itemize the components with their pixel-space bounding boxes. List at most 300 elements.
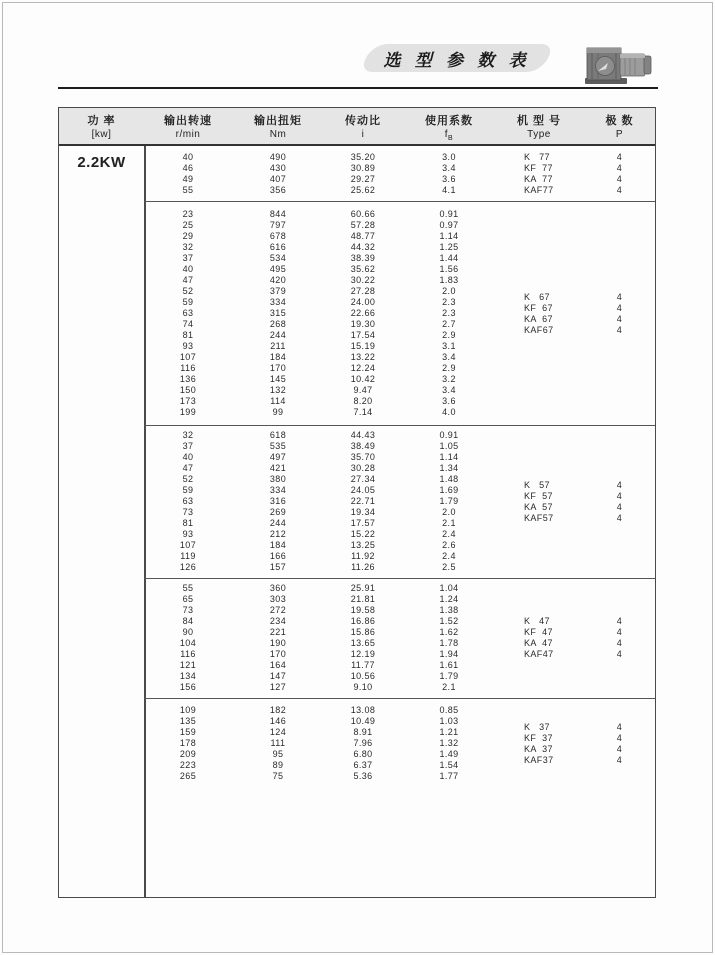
model-type-cell: KA 57 xyxy=(524,501,553,512)
selection-parameter-table xyxy=(58,107,656,898)
column-unit: Nm xyxy=(269,129,287,140)
factor-cell: 1.34 xyxy=(439,463,459,473)
torque-cell: 114 xyxy=(270,396,286,406)
speed-cell: 223 xyxy=(179,760,197,770)
ratio-cell: 22.66 xyxy=(350,308,376,318)
ratio-cell: 48.77 xyxy=(350,231,376,241)
torque-cell: 184 xyxy=(269,540,287,550)
model-type-cell: KF 67 xyxy=(524,302,553,313)
model-type-cell: KA 67 xyxy=(524,313,553,324)
model-type-cell: K 37 xyxy=(524,721,550,732)
torque-cell: 678 xyxy=(269,231,287,241)
poles-cell: 4 xyxy=(616,721,623,732)
poles-cell: 4 xyxy=(616,638,623,648)
torque-cell: 170 xyxy=(269,363,287,373)
torque-cell: 407 xyxy=(269,174,287,184)
torque-cell: 420 xyxy=(269,275,287,285)
speed-cell: 265 xyxy=(179,771,197,781)
factor-cell: 1.05 xyxy=(439,441,459,451)
model-line xyxy=(496,733,657,744)
column-label: 输出转速 xyxy=(164,115,212,127)
ratio-cell: 60.66 xyxy=(350,209,376,219)
model-type-cell: KA 77 xyxy=(524,174,553,184)
torque-cell: 618 xyxy=(269,430,287,440)
model-type-block xyxy=(496,430,657,573)
speed-cell: 84 xyxy=(182,616,194,626)
model-line xyxy=(496,303,657,314)
torque-cell: 334 xyxy=(269,297,287,307)
torque-cell: 166 xyxy=(269,551,287,561)
model-type-cell: KF 47 xyxy=(524,627,553,637)
table-group xyxy=(59,698,655,897)
torque-cell: 182 xyxy=(269,705,287,715)
speed-cell: 178 xyxy=(179,738,197,748)
model-line xyxy=(496,174,657,185)
column-unit: [kw] xyxy=(91,129,112,140)
poles-cell: 4 xyxy=(616,501,623,512)
factor-cell: 1.52 xyxy=(439,616,459,626)
torque-cell: 495 xyxy=(269,264,287,274)
factor-cell: 3.1 xyxy=(442,341,456,351)
factor-cell: 2.1 xyxy=(442,518,456,528)
ratio-cell: 44.32 xyxy=(350,242,376,252)
ratio-cell: 30.22 xyxy=(350,275,376,285)
speed-cell: 81 xyxy=(182,518,194,528)
ratio-cell: 24.05 xyxy=(350,485,376,495)
ratio-cell: 11.26 xyxy=(351,562,375,572)
ratio-cell: 5.36 xyxy=(353,771,373,781)
poles-cell: 4 xyxy=(616,479,623,490)
speed-cell: 93 xyxy=(182,529,194,539)
factor-cell: 1.21 xyxy=(439,727,459,737)
ratio-cell: 17.57 xyxy=(350,518,376,528)
factor-cell: 0.91 xyxy=(439,430,459,440)
speed-cell: 65 xyxy=(182,594,194,604)
ratio-cell: 10.56 xyxy=(350,671,376,681)
factor-cell: 1.78 xyxy=(439,638,459,648)
ratio-cell: 8.20 xyxy=(353,396,373,406)
poles-cell: 4 xyxy=(616,163,623,173)
model-line xyxy=(496,513,657,524)
factor-cell: 1.56 xyxy=(439,264,459,274)
group-separator-line xyxy=(144,578,655,579)
ratio-cell: 13.22 xyxy=(350,352,376,362)
model-line xyxy=(496,722,657,733)
model-type-cell: K 67 xyxy=(524,291,550,302)
group-separator-line xyxy=(144,201,655,202)
model-line xyxy=(496,616,657,627)
poles-cell: 4 xyxy=(616,754,623,765)
factor-cell: 3.4 xyxy=(442,163,456,173)
factor-cell: 4.1 xyxy=(442,185,456,195)
speed-cell: 52 xyxy=(182,474,194,484)
speed-cell: 109 xyxy=(179,705,197,715)
speed-cell: 135 xyxy=(179,716,197,726)
ratio-cell: 35.20 xyxy=(350,152,376,162)
speed-cell: 25 xyxy=(182,220,194,230)
ratio-cell: 38.39 xyxy=(350,253,376,263)
factor-cell: 1.79 xyxy=(439,671,459,681)
poles-cell: 4 xyxy=(616,627,623,637)
ratio-cell: 13.08 xyxy=(350,705,376,715)
ratio-cell: 19.34 xyxy=(350,507,376,517)
poles-cell: 4 xyxy=(616,616,623,626)
ratio-cell: 6.80 xyxy=(353,749,373,759)
model-type-cell: K 77 xyxy=(524,152,550,162)
speed-cell: 74 xyxy=(182,319,194,329)
speed-cell: 46 xyxy=(182,163,194,173)
column-header-type xyxy=(496,108,582,145)
column-header-ratio xyxy=(324,108,402,145)
poles-cell: 4 xyxy=(616,291,623,302)
model-type-cell: KAF77 xyxy=(524,185,554,195)
ratio-cell: 11.77 xyxy=(351,660,375,670)
ratio-cell: 8.91 xyxy=(353,727,373,737)
group-rows xyxy=(144,583,657,693)
torque-cell: 127 xyxy=(269,682,287,692)
torque-cell: 234 xyxy=(269,616,287,626)
ratio-cell: 21.81 xyxy=(350,594,376,604)
column-header-service-factor xyxy=(402,108,496,145)
group-separator-line xyxy=(144,698,655,699)
model-type-cell: KF 57 xyxy=(524,490,553,501)
speed-cell: 32 xyxy=(182,242,194,252)
table-header-row xyxy=(59,108,655,146)
torque-cell: 75 xyxy=(272,771,284,781)
column-header-speed xyxy=(144,108,232,145)
table-group xyxy=(59,578,655,698)
model-line xyxy=(496,314,657,325)
torque-cell: 146 xyxy=(269,716,287,726)
speed-cell: 104 xyxy=(179,638,197,648)
gearmotor-photo-icon xyxy=(583,41,655,89)
ratio-cell: 30.28 xyxy=(350,463,376,473)
factor-cell: 3.0 xyxy=(442,152,456,162)
model-line xyxy=(496,755,657,766)
ratio-cell: 30.89 xyxy=(350,163,376,173)
model-type-block xyxy=(496,209,657,418)
ratio-cell: 13.65 xyxy=(350,638,376,648)
factor-cell: 2.1 xyxy=(442,682,456,692)
poles-cell: 4 xyxy=(616,174,623,184)
ratio-cell: 57.28 xyxy=(350,220,376,230)
column-label: 使用系数 xyxy=(425,115,473,127)
speed-cell: 107 xyxy=(179,352,197,362)
model-type-cell: KAF47 xyxy=(524,649,554,659)
ratio-cell: 6.37 xyxy=(353,760,373,770)
table-group xyxy=(59,425,655,578)
torque-cell: 170 xyxy=(269,649,287,659)
speed-cell: 29 xyxy=(182,231,194,241)
factor-cell: 2.4 xyxy=(442,551,456,561)
model-type-cell: KAF67 xyxy=(524,324,554,335)
model-line xyxy=(496,163,657,174)
torque-cell: 99 xyxy=(272,407,284,417)
speed-cell: 119 xyxy=(180,551,196,561)
ratio-cell: 25.62 xyxy=(350,185,376,195)
ratio-cell: 22.71 xyxy=(350,496,376,506)
model-type-cell: KAF57 xyxy=(524,512,554,523)
column-label: 传动比 xyxy=(345,115,381,127)
group-rows xyxy=(144,705,657,782)
torque-cell: 844 xyxy=(269,209,287,219)
factor-cell: 1.94 xyxy=(439,649,459,659)
ratio-cell: 12.24 xyxy=(350,363,376,373)
speed-cell: 52 xyxy=(182,286,194,296)
poles-cell: 4 xyxy=(616,302,623,313)
ratio-cell: 25.91 xyxy=(350,583,376,593)
speed-cell: 63 xyxy=(182,496,194,506)
factor-cell: 2.5 xyxy=(442,562,456,572)
ratio-cell: 15.22 xyxy=(350,529,376,539)
factor-cell: 3.6 xyxy=(442,174,456,184)
torque-cell: 269 xyxy=(269,507,287,517)
torque-cell: 360 xyxy=(269,583,287,593)
column-label: 功 率 xyxy=(87,115,116,127)
poles-cell: 4 xyxy=(616,313,623,324)
factor-cell: 1.04 xyxy=(439,583,459,593)
table-group xyxy=(59,146,655,201)
page-title: 选 型 参 数 表 xyxy=(383,51,531,70)
speed-cell: 159 xyxy=(179,727,197,737)
speed-cell: 126 xyxy=(179,562,197,572)
torque-cell: 535 xyxy=(269,441,287,451)
speed-cell: 107 xyxy=(179,540,197,550)
column-label: 机 型 号 xyxy=(516,115,562,127)
speed-cell: 47 xyxy=(182,463,194,473)
column-header-power xyxy=(59,108,144,144)
factor-cell: 1.14 xyxy=(439,452,459,462)
factor-cell: 3.4 xyxy=(442,385,456,395)
speed-cell: 173 xyxy=(179,396,197,406)
ratio-cell: 12.19 xyxy=(350,649,376,659)
model-line xyxy=(496,292,657,303)
torque-cell: 430 xyxy=(269,163,287,173)
torque-cell: 534 xyxy=(269,253,287,263)
column-unit: r/min xyxy=(175,129,201,140)
ratio-cell: 35.62 xyxy=(350,264,376,274)
torque-cell: 616 xyxy=(269,242,287,252)
poles-cell: 4 xyxy=(616,185,623,195)
speed-cell: 199 xyxy=(179,407,197,417)
torque-cell: 497 xyxy=(269,452,287,462)
factor-cell: 2.6 xyxy=(442,540,456,550)
factor-cell: 1.77 xyxy=(439,771,459,781)
torque-cell: 268 xyxy=(269,319,287,329)
torque-cell: 211 xyxy=(270,341,286,351)
ratio-cell: 19.30 xyxy=(350,319,376,329)
model-type-block xyxy=(496,152,657,196)
torque-cell: 380 xyxy=(269,474,287,484)
model-type-block xyxy=(496,705,657,782)
model-line xyxy=(496,649,657,660)
speed-cell: 55 xyxy=(182,583,194,593)
poles-cell: 4 xyxy=(616,490,623,501)
model-line xyxy=(496,744,657,755)
column-label: 输出扭矩 xyxy=(254,115,302,127)
speed-cell: 73 xyxy=(182,605,194,615)
factor-cell: 2.0 xyxy=(442,507,456,517)
factor-cell: 4.0 xyxy=(442,407,456,417)
factor-cell: 1.44 xyxy=(439,253,459,263)
speed-cell: 59 xyxy=(182,297,194,307)
torque-cell: 124 xyxy=(269,727,287,737)
factor-cell: 2.9 xyxy=(442,363,456,373)
factor-cell: 1.03 xyxy=(439,716,459,726)
column-headers xyxy=(144,108,657,144)
factor-cell: 2.0 xyxy=(442,286,456,296)
model-type-cell: K 57 xyxy=(524,479,550,490)
factor-cell: 1.24 xyxy=(439,594,459,604)
torque-cell: 212 xyxy=(269,529,287,539)
poles-cell: 4 xyxy=(616,743,623,754)
torque-cell: 379 xyxy=(269,286,287,296)
column-unit: P xyxy=(615,129,624,140)
factor-cell: 1.14 xyxy=(439,231,459,241)
factor-cell: 1.38 xyxy=(439,605,459,615)
torque-cell: 145 xyxy=(269,374,287,384)
ratio-cell: 9.10 xyxy=(353,682,373,692)
factor-cell: 1.32 xyxy=(439,738,459,748)
torque-cell: 356 xyxy=(269,185,287,195)
factor-cell: 3.6 xyxy=(442,396,456,406)
factor-cell: 1.83 xyxy=(439,275,459,285)
speed-cell: 116 xyxy=(180,649,196,659)
column-label: 极 数 xyxy=(605,115,634,127)
torque-cell: 190 xyxy=(269,638,287,648)
ratio-cell: 35.70 xyxy=(350,452,376,462)
factor-cell: 2.7 xyxy=(442,319,456,329)
model-line xyxy=(496,185,657,196)
speed-cell: 81 xyxy=(182,330,194,340)
factor-cell: 1.54 xyxy=(439,760,459,770)
speed-cell: 116 xyxy=(180,363,196,373)
torque-cell: 221 xyxy=(269,627,287,637)
speed-cell: 150 xyxy=(179,385,197,395)
factor-cell: 3.2 xyxy=(442,374,456,384)
model-type-cell: KF 77 xyxy=(524,163,553,173)
factor-cell: 2.3 xyxy=(442,297,456,307)
model-type-block xyxy=(496,583,657,693)
speed-cell: 136 xyxy=(179,374,197,384)
factor-cell: 2.9 xyxy=(442,330,456,340)
speed-cell: 59 xyxy=(182,485,194,495)
ratio-cell: 17.54 xyxy=(350,330,376,340)
ratio-cell: 16.86 xyxy=(350,616,376,626)
ratio-cell: 24.00 xyxy=(350,297,376,307)
speed-cell: 121 xyxy=(179,660,197,670)
factor-cell: 1.49 xyxy=(439,749,459,759)
torque-cell: 184 xyxy=(269,352,287,362)
ratio-cell: 38.49 xyxy=(350,441,376,451)
factor-cell: 1.79 xyxy=(439,496,459,506)
model-type-cell: KA 37 xyxy=(524,743,553,754)
poles-cell: 4 xyxy=(616,324,623,335)
factor-cell: 1.25 xyxy=(439,242,459,252)
model-type-cell: KF 37 xyxy=(524,732,553,743)
ratio-cell: 13.25 xyxy=(350,540,376,550)
table-group xyxy=(59,201,655,425)
ratio-cell: 11.92 xyxy=(351,551,375,561)
model-line xyxy=(496,152,657,163)
torque-cell: 244 xyxy=(269,330,287,340)
model-type-cell: KAF37 xyxy=(524,754,554,765)
torque-cell: 157 xyxy=(269,562,287,572)
torque-cell: 164 xyxy=(269,660,287,670)
factor-cell: 2.3 xyxy=(442,308,456,318)
model-line xyxy=(496,480,657,491)
column-unit: Type xyxy=(527,129,551,140)
factor-cell: 3.4 xyxy=(442,352,456,362)
factor-cell: 0.85 xyxy=(439,705,459,715)
speed-cell: 156 xyxy=(179,682,197,692)
model-type-cell: KA 47 xyxy=(524,638,553,648)
torque-cell: 272 xyxy=(269,605,287,615)
speed-cell: 47 xyxy=(182,275,194,285)
speed-cell: 40 xyxy=(182,264,194,274)
speed-cell: 93 xyxy=(182,341,194,351)
speed-cell: 37 xyxy=(182,253,194,263)
factor-cell: 1.48 xyxy=(439,474,459,484)
ratio-cell: 10.42 xyxy=(350,374,376,384)
ratio-cell: 19.58 xyxy=(350,605,376,615)
model-type-cell: K 47 xyxy=(524,616,550,626)
ratio-cell: 27.34 xyxy=(350,474,376,484)
ratio-cell: 9.47 xyxy=(353,385,373,395)
speed-cell: 40 xyxy=(182,452,194,462)
group-rows xyxy=(144,209,657,418)
ratio-cell: 44.43 xyxy=(350,430,376,440)
column-header-torque xyxy=(232,108,324,145)
poles-cell: 4 xyxy=(616,512,623,523)
speed-cell: 32 xyxy=(182,430,194,440)
torque-cell: 147 xyxy=(269,671,287,681)
torque-cell: 797 xyxy=(269,220,287,230)
ratio-cell: 10.49 xyxy=(350,716,376,726)
column-unit: $f_B$ xyxy=(444,129,454,142)
factor-cell: 0.97 xyxy=(439,220,459,230)
speed-cell: 209 xyxy=(179,749,197,759)
torque-cell: 315 xyxy=(269,308,287,318)
header-divider-rule xyxy=(58,87,658,89)
group-rows xyxy=(144,430,657,573)
torque-cell: 334 xyxy=(269,485,287,495)
torque-cell: 316 xyxy=(269,496,287,506)
model-line xyxy=(496,627,657,638)
speed-cell: 73 xyxy=(182,507,194,517)
factor-cell: 1.69 xyxy=(439,485,459,495)
factor-cell: 0.91 xyxy=(439,209,459,219)
torque-cell: 490 xyxy=(269,152,287,162)
group-separator-line xyxy=(144,425,655,426)
torque-cell: 111 xyxy=(270,738,286,748)
ratio-cell: 7.96 xyxy=(353,738,373,748)
torque-cell: 244 xyxy=(269,518,287,528)
factor-cell: 1.62 xyxy=(439,627,459,637)
ratio-cell: 15.86 xyxy=(350,627,376,637)
speed-cell: 63 xyxy=(182,308,194,318)
ratio-cell: 15.19 xyxy=(350,341,376,351)
poles-cell: 4 xyxy=(616,732,623,743)
speed-cell: 40 xyxy=(182,152,194,162)
model-line xyxy=(496,638,657,649)
speed-cell: 49 xyxy=(182,174,194,184)
model-line xyxy=(496,325,657,336)
speed-cell: 90 xyxy=(182,627,194,637)
table-groups xyxy=(59,146,655,897)
factor-cell: 1.61 xyxy=(439,660,459,670)
poles-cell: 4 xyxy=(616,152,623,162)
